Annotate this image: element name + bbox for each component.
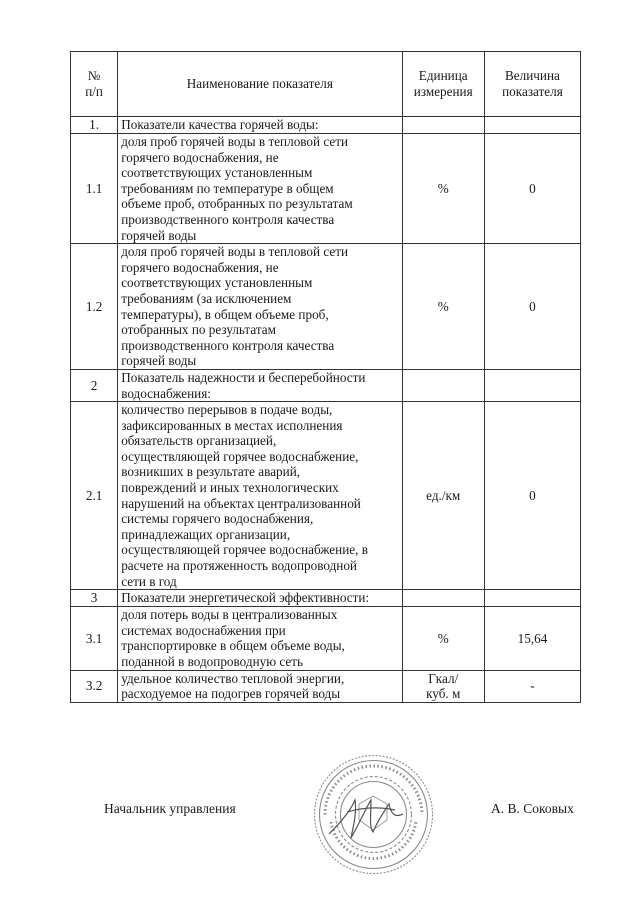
header-num-text: № п/п: [85, 68, 103, 99]
row-name: доля проб горячей воды в тепловой сети горячего водоснабжения, не соответствующих установленным требованиям по температуре в общем объеме проб, отобранных по результатам производственного контроля качества горячей воды: [118, 134, 402, 244]
header-name-text: Наименование показателя: [186, 76, 333, 92]
table-row: [71, 402, 581, 590]
row-value: 0: [484, 402, 580, 590]
row-value: [484, 590, 580, 607]
row-value: 15,64: [484, 607, 580, 670]
row-name: удельное количество тепловой энергии, расходуемое на подогрев горячей воды: [118, 670, 402, 702]
row-name: Показатели качества горячей воды:: [118, 117, 402, 134]
row-unit: ед./км: [402, 402, 484, 590]
table-header-row: [71, 52, 581, 117]
table-section-row: [71, 117, 581, 134]
row-name: доля проб горячей воды в тепловой сети горячего водоснабжения, не соответствующих установленным требованиям (за исключением температуры), в общем объеме проб, отобранных по результатам производственного контроля качества горячей воды: [118, 244, 402, 370]
row-value: 0: [484, 134, 580, 244]
row-num: 1.: [71, 117, 118, 134]
row-name: Показатель надежности и бесперебойности водоснабжения:: [118, 369, 402, 401]
row-unit: [402, 590, 484, 607]
header-num: [71, 52, 118, 117]
row-unit: %: [402, 134, 484, 244]
indicators-table: [70, 51, 581, 703]
row-name: Показатели энергетической эффективности:: [118, 590, 402, 607]
row-value: 0: [484, 244, 580, 370]
row-num: 1.2: [71, 244, 118, 370]
row-value: [484, 369, 580, 401]
row-value: [484, 117, 580, 134]
table-section-row: [71, 590, 581, 607]
table-row: [71, 244, 581, 370]
header-unit-text: Единица измерения: [413, 68, 473, 99]
row-unit: Гкал/ куб. м: [402, 670, 484, 702]
row-num: 3.2: [71, 670, 118, 702]
table-section-row: [71, 369, 581, 401]
header-value: [484, 52, 580, 117]
table-row: [71, 134, 581, 244]
signer-title: Начальник управления: [104, 801, 236, 816]
row-name: количество перерывов в подаче воды, зафиксированных в местах исполнения обязательств организацией, осуществляющей горячее водоснабжение, возникших в результате аварий, повреждений и иных технологических нарушений на объектах централизованной системы горячего водоснабжения, принадлежащих организации, осуществляющей горячее водоснабжение, в расчете на протяженность водопроводной сети в год: [118, 402, 402, 590]
row-num: 1.1: [71, 134, 118, 244]
row-num: 2: [71, 369, 118, 401]
row-num: 3.1: [71, 607, 118, 670]
header-value-text: Величина показателя: [502, 68, 563, 99]
row-value: -: [484, 670, 580, 702]
table-row: [71, 607, 581, 670]
seal-icon: [311, 752, 436, 877]
header-name: [118, 52, 402, 117]
row-num: 2.1: [71, 402, 118, 590]
row-name: доля потерь воды в централизованных системах водоснабжения при транспортировке в общем объеме воды, поданной в водопроводную сеть: [118, 607, 402, 670]
header-unit: [402, 52, 484, 117]
table-row: [71, 670, 581, 702]
row-num: 3: [71, 590, 118, 607]
row-unit: [402, 117, 484, 134]
row-unit: %: [402, 607, 484, 670]
signer-name: А. В. Соковых: [491, 801, 574, 816]
row-unit: %: [402, 244, 484, 370]
row-unit: [402, 369, 484, 401]
